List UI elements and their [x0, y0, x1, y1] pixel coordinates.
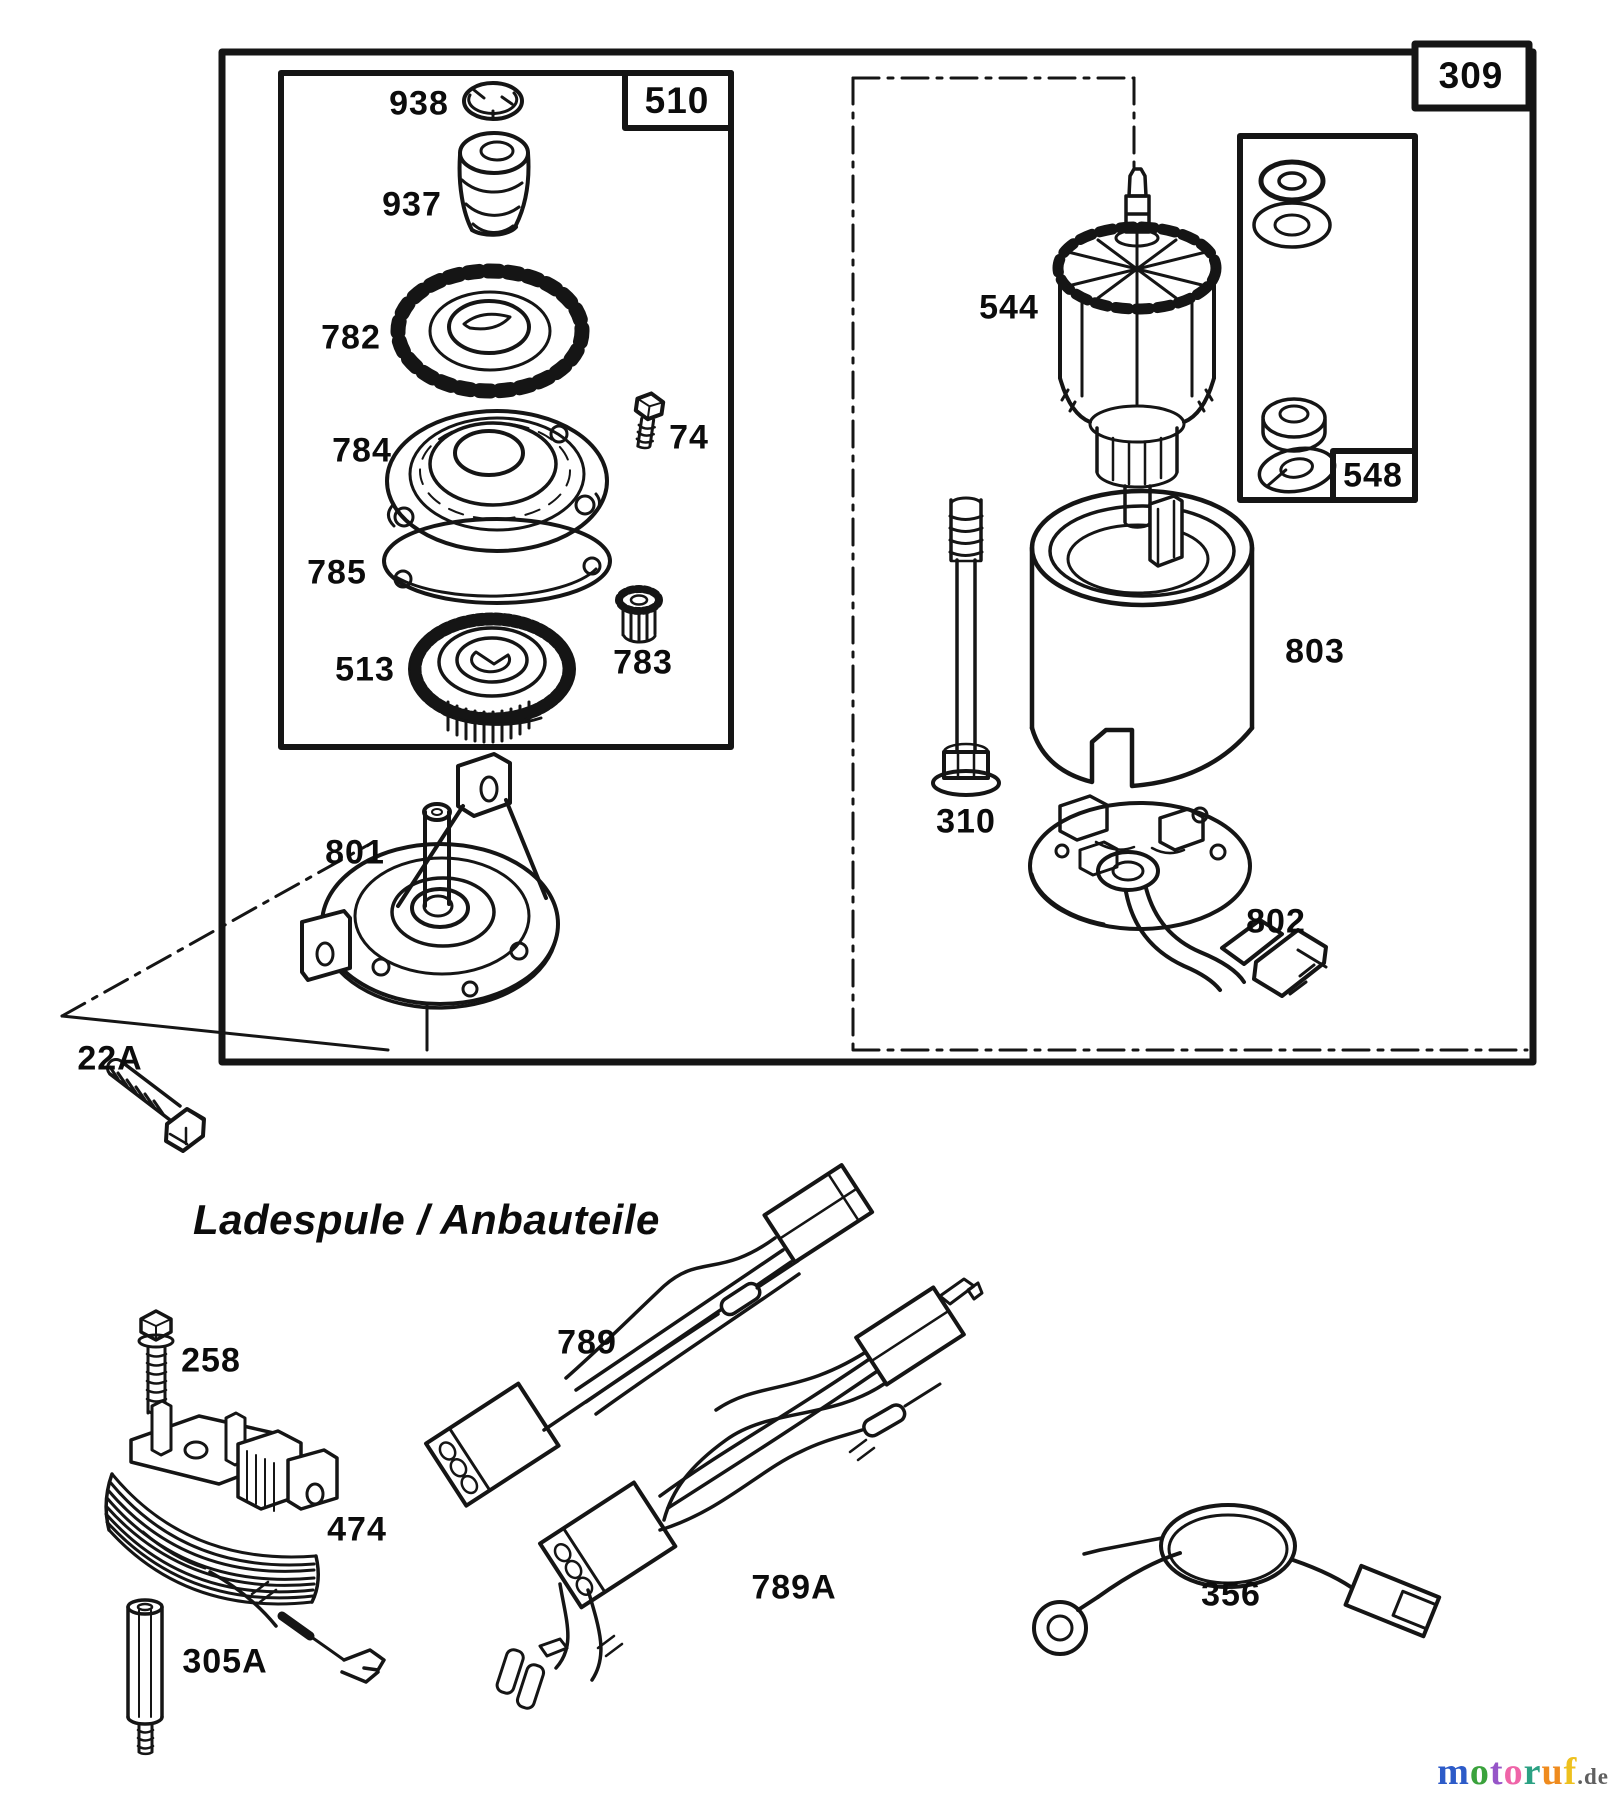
watermark-suffix: .de	[1577, 1764, 1609, 1789]
watermark-letter: u	[1541, 1751, 1564, 1793]
watermark-letter: f	[1563, 1751, 1578, 1793]
watermark-letter: o	[1469, 1751, 1490, 1793]
part-label-789A: 789A	[751, 1568, 837, 1607]
part-label-783: 783	[613, 643, 673, 682]
part-label-22A: 22A	[77, 1039, 143, 1078]
part-label-305A: 305A	[182, 1642, 268, 1681]
part-label-258: 258	[181, 1341, 241, 1380]
watermark-letter: m	[1437, 1751, 1470, 1793]
part-label-937: 937	[382, 185, 442, 224]
brush-plate-802-drawing	[1030, 796, 1326, 996]
standoff-305A-drawing	[128, 1600, 162, 1754]
frame-label-548: 548	[1343, 456, 1403, 495]
frame-label-309: 309	[1438, 55, 1504, 96]
motor-housing-803-drawing	[1032, 491, 1252, 786]
watermark-letter: o	[1503, 1751, 1524, 1793]
drive-housing-801-drawing	[302, 754, 558, 1008]
motoruf-watermark	[1437, 1750, 1609, 1794]
part-label-74: 74	[669, 418, 709, 457]
screw-258-drawing	[139, 1311, 173, 1413]
frame-label-510: 510	[644, 80, 710, 121]
part-label-782: 782	[321, 318, 381, 357]
part-label-784: 784	[332, 431, 392, 470]
part-label-513: 513	[335, 650, 395, 689]
bolt-310-drawing	[933, 498, 999, 795]
part-label-356: 356	[1201, 1575, 1261, 1614]
part-label-802: 802	[1246, 902, 1306, 941]
part-label-803: 803	[1285, 632, 1345, 671]
watermark-letter: t	[1489, 1751, 1504, 1793]
section-title: Ladespule / Anbauteile	[193, 1196, 660, 1243]
watermark-word	[1437, 1751, 1577, 1793]
watermark-letter: r	[1523, 1751, 1542, 1793]
part-label-785: 785	[307, 553, 367, 592]
washers-548-drawing	[1254, 162, 1338, 497]
part-label-474: 474	[327, 1510, 387, 1549]
part-label-801: 801	[325, 833, 385, 872]
part-label-938: 938	[389, 84, 449, 123]
part-label-310: 310	[936, 802, 996, 841]
part-label-789: 789	[557, 1323, 617, 1362]
part-label-544: 544	[979, 288, 1039, 327]
armature-544-drawing	[1058, 169, 1216, 527]
